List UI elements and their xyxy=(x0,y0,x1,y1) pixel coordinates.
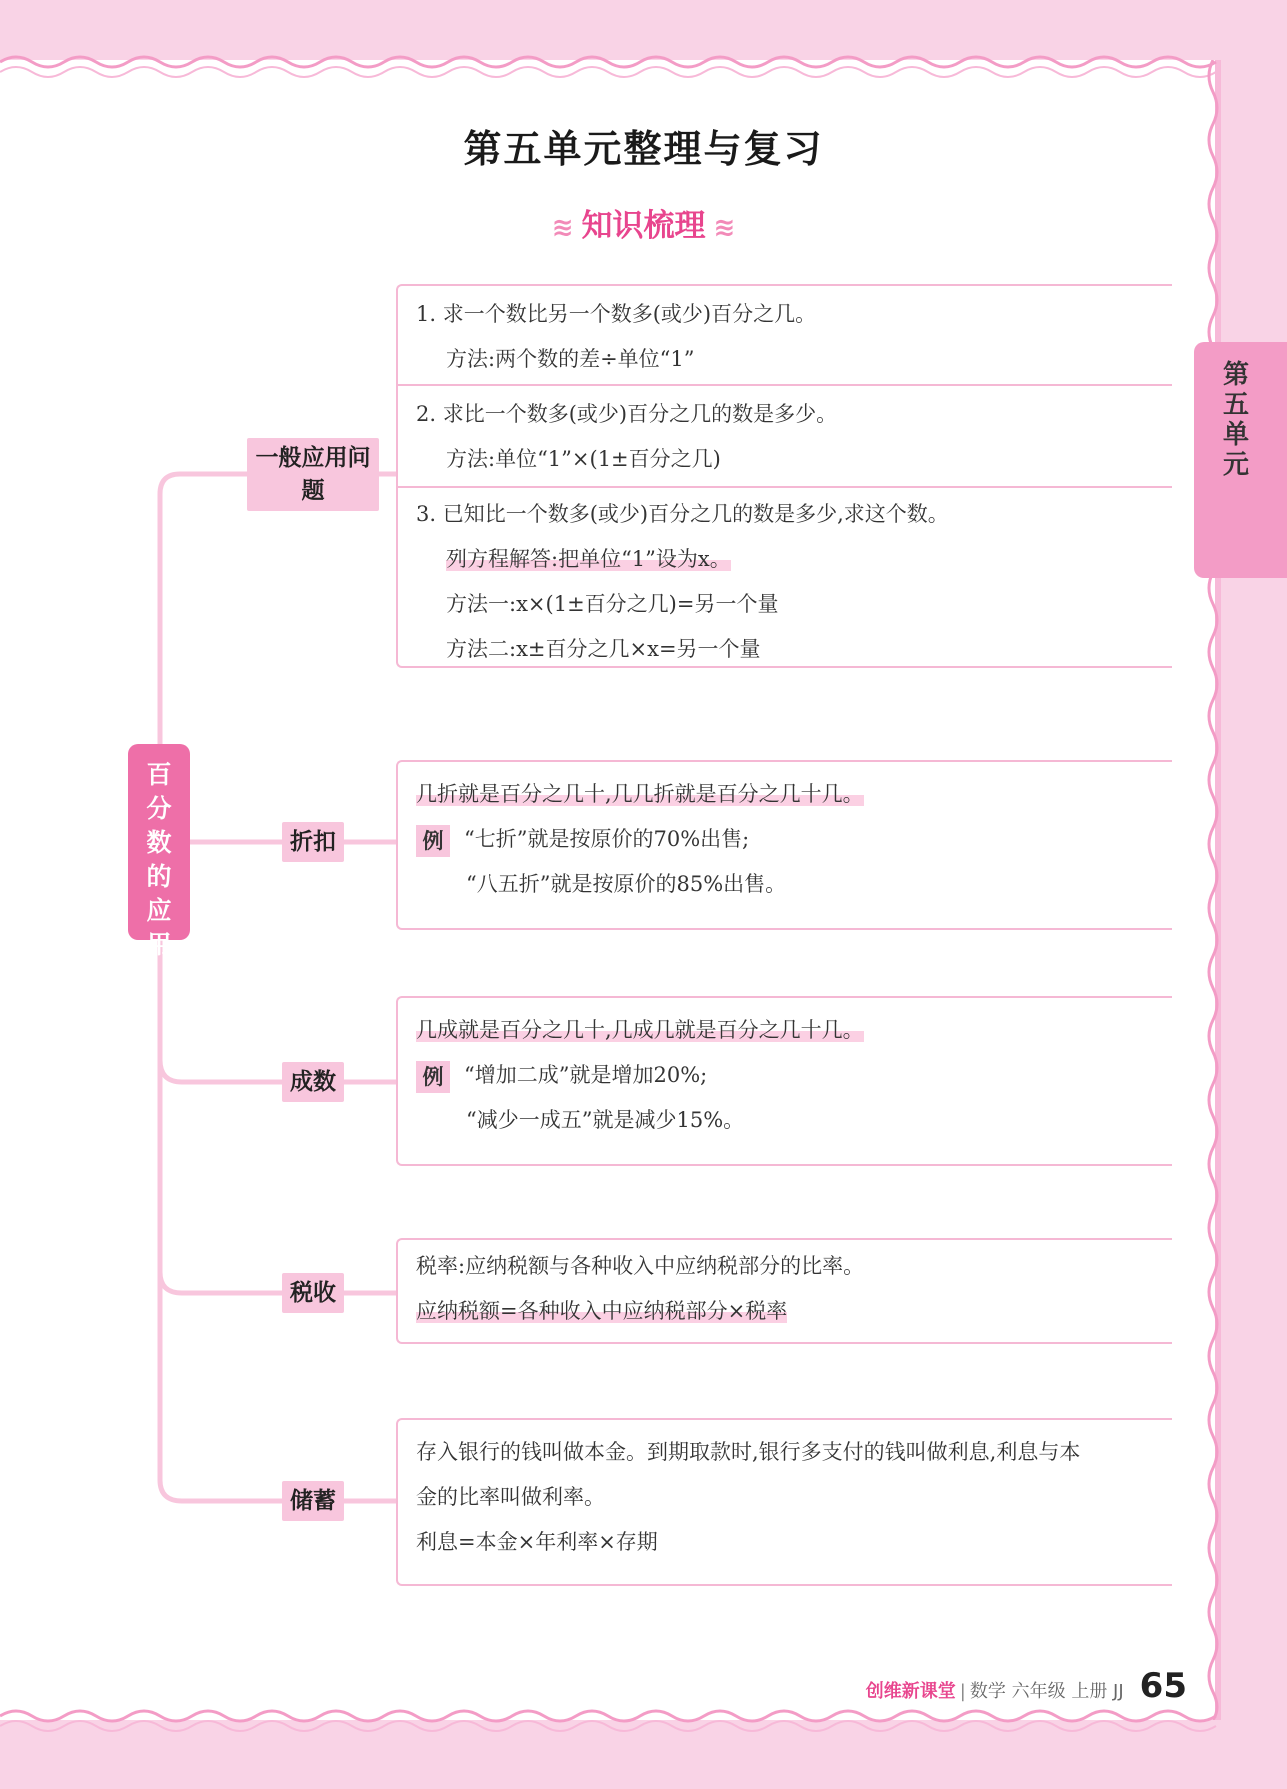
footer-separator: | xyxy=(959,1681,966,1702)
branch-node-tax: 税收 xyxy=(282,1273,344,1313)
content-box-general-application xyxy=(396,284,1172,668)
content-group xyxy=(398,998,1172,1143)
example-label: 例 xyxy=(416,1061,450,1093)
footer-brand: 创维新课堂 xyxy=(865,1681,956,1702)
content-line: 方法:两个数的差÷单位“1” xyxy=(446,347,695,371)
example-line xyxy=(416,1053,1154,1098)
page-title: 第五单元整理与复习 xyxy=(463,127,824,171)
content-line xyxy=(416,772,1154,817)
highlighted-text: 几成就是百分之几十,几成几就是百分之几十几。 xyxy=(416,1018,864,1042)
content-group-1 xyxy=(398,286,1172,384)
wave-decoration-icon: ≋ xyxy=(713,213,736,243)
content-line: 方法一:x×(1±百分之几)=另一个量 xyxy=(446,592,779,616)
content-group-3 xyxy=(398,488,1172,672)
content-line xyxy=(416,1289,1154,1334)
content-box-tax xyxy=(396,1238,1172,1344)
highlighted-text: 应纳税额=各种收入中应纳税部分×税率 xyxy=(416,1299,788,1323)
content-line xyxy=(416,537,1154,582)
content-line xyxy=(416,1008,1154,1053)
content-box-savings xyxy=(396,1418,1172,1586)
unit-side-tab-label: 第五单元 xyxy=(1222,360,1249,480)
content-line: 存入银行的钱叫做本金。到期取款时,银行多支付的钱叫做利息,利息与本 xyxy=(416,1440,1081,1464)
content-line: 方法:单位“1”×(1±百分之几) xyxy=(446,447,721,471)
section-heading-text: 知识梳理 xyxy=(581,208,706,244)
footer-book-info: 数学 六年级 上册 JJ xyxy=(969,1681,1124,1702)
content-group-2 xyxy=(398,386,1172,486)
wave-decoration-icon: ≋ xyxy=(551,213,574,243)
example-line xyxy=(416,817,1154,862)
highlighted-text: 列方程解答:把单位“1”设为x。 xyxy=(446,547,731,571)
example-text: “七折”就是按原价的70%出售; xyxy=(464,827,750,851)
branch-node-percentage-proportion: 成数 xyxy=(282,1062,344,1102)
branch-node-savings: 储蓄 xyxy=(282,1481,344,1521)
content-group xyxy=(398,762,1172,907)
page-footer xyxy=(866,1666,1187,1706)
page-number: 65 xyxy=(1139,1666,1187,1706)
branch-node-general-application: 一般应用问题 xyxy=(247,438,379,511)
root-node-label: 百分数的应用 xyxy=(146,760,172,959)
example-text: “增加二成”就是增加20%; xyxy=(464,1063,708,1087)
content-line: 税率:应纳税额与各种收入中应纳税部分的比率。 xyxy=(416,1254,865,1278)
content-line: 利息=本金×年利率×存期 xyxy=(416,1530,658,1554)
content-line: 3. 已知比一个数多(或少)百分之几的数是多少,求这个数。 xyxy=(416,502,949,526)
content-line: 方法二:x±百分之几×x=另一个量 xyxy=(446,637,761,661)
content-line: 1. 求一个数比另一个数多(或少)百分之几。 xyxy=(416,302,817,326)
root-node xyxy=(128,744,190,959)
content-box-percentage-proportion xyxy=(396,996,1172,1166)
branch-node-discount: 折扣 xyxy=(282,822,344,862)
highlighted-text: 几折就是百分之几十,几几折就是百分之几十几。 xyxy=(416,782,864,806)
example-label: 例 xyxy=(416,825,450,857)
content-group xyxy=(398,1420,1172,1565)
content-group xyxy=(398,1240,1172,1334)
example-line: “八五折”就是按原价的85%出售。 xyxy=(466,872,787,896)
content-line: 金的比率叫做利率。 xyxy=(416,1485,605,1509)
content-line: 2. 求比一个数多(或少)百分之几的数是多少。 xyxy=(416,402,838,426)
example-line: “减少一成五”就是减少15%。 xyxy=(466,1108,745,1132)
content-box-discount xyxy=(396,760,1172,930)
